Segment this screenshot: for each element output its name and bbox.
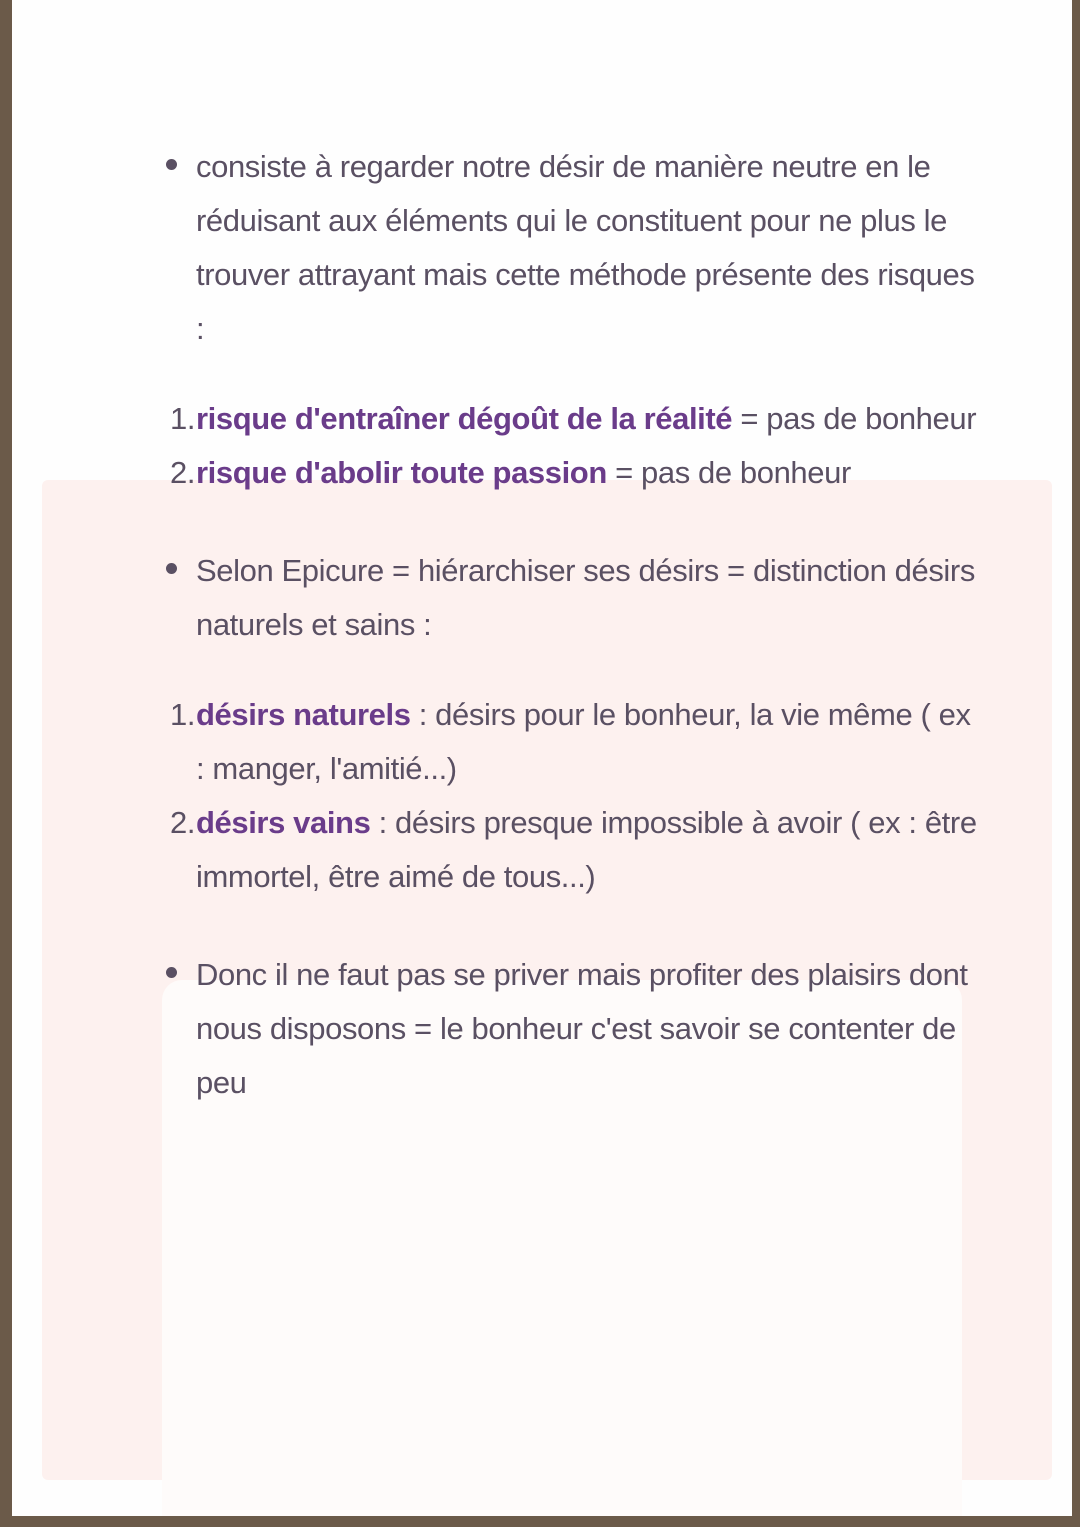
list-rest: = pas de bonheur — [732, 401, 977, 436]
list-number: 1. — [170, 697, 196, 732]
list-rest: = pas de bonheur — [606, 455, 851, 490]
list-item — [162, 446, 982, 500]
bullet-dot-icon — [166, 159, 177, 170]
list-item — [162, 688, 982, 796]
bullet-dot-icon — [166, 563, 177, 574]
note-content — [162, 140, 982, 1110]
list-rest: : désirs presque impossible à avoir ( ex : être immortel, être aimé de tous...) — [196, 805, 977, 894]
list-rest: : désirs pour le bonheur, la vie même ( ex : manger, l'amitié...) — [196, 697, 971, 786]
bullet-paragraph-2 — [162, 544, 982, 652]
list-term: risque d'abolir toute passion — [196, 455, 607, 490]
bullet-dot-icon — [166, 967, 177, 978]
bullet-paragraph-3 — [162, 948, 982, 1110]
list-item — [162, 796, 982, 904]
list-number: 1. — [170, 401, 196, 436]
list-term: désirs vains — [196, 805, 371, 840]
list-item — [162, 392, 982, 446]
bullet-text: consiste à regarder notre désir de manière neutre en le réduisant aux éléments qui le constituent pour ne plus le trouver attrayant mais cette méthode présente des risques : — [196, 149, 975, 346]
bullet-text: Selon Epicure = hiérarchiser ses désirs = distinction désirs naturels et sains : — [196, 553, 975, 642]
list-number: 2. — [170, 455, 196, 490]
bullet-text: Donc il ne faut pas se priver mais profiter des plaisirs dont nous disposons = le bonheur c'est savoir se contenter de peu — [196, 957, 968, 1100]
list-term: risque d'entraîner dégoût de la réalité — [196, 401, 733, 436]
risk-list — [162, 392, 982, 500]
bullet-paragraph-1 — [162, 140, 982, 356]
desire-list — [162, 688, 982, 904]
paper-page — [12, 0, 1072, 1516]
list-term: désirs naturels — [196, 697, 411, 732]
list-number: 2. — [170, 805, 196, 840]
